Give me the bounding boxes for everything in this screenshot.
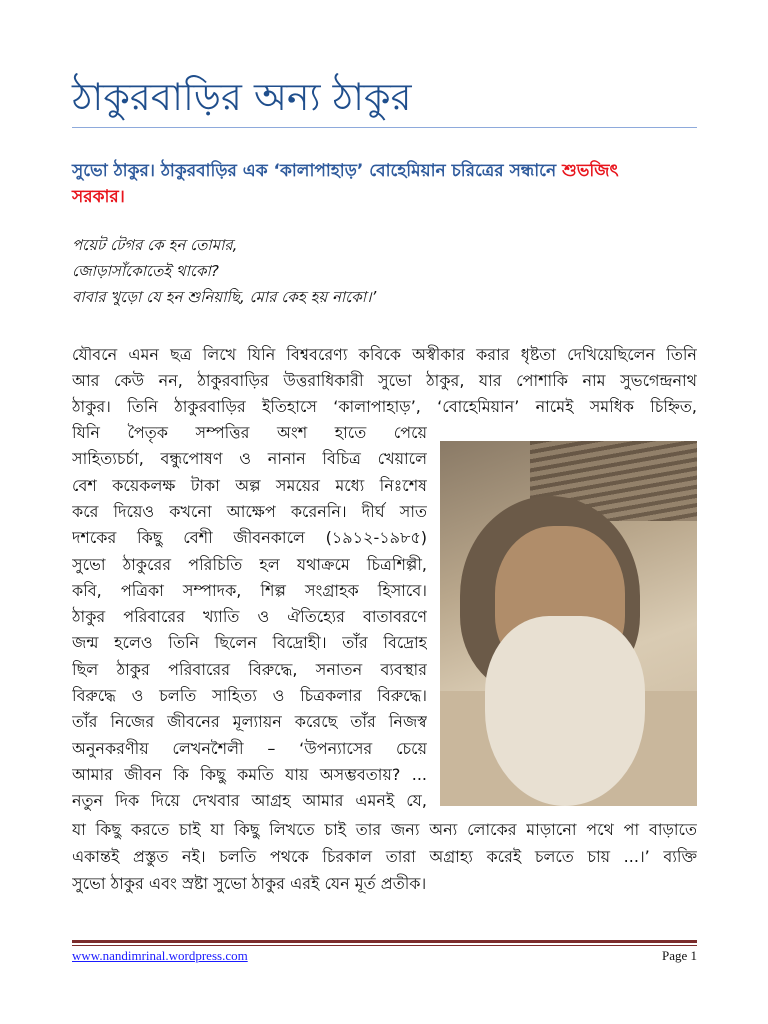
- body-line: সুভো ঠাকুর এবং স্রষ্টা সুভো ঠাকুর এরই যেন মূর্ত প্রতীক।: [72, 874, 427, 893]
- poem-line: পয়েট টেগর কে হন তোমার,: [72, 236, 238, 254]
- subtitle-line-2: [72, 184, 697, 212]
- column-body-line: অনুনকরণীয় লেখনশৈলী – ‘উপন্যাসের চেয়ে: [72, 738, 427, 758]
- column-body-line: ঠাকুর পরিবারের খ্যাতি ও ঐতিহ্যের বাতাবরণে: [72, 607, 427, 627]
- page-number: Page 1: [661, 948, 697, 963]
- footer-website-link[interactable]: www.nandimrinal.wordpress.com: [72, 948, 248, 963]
- column-body-line: সুভো ঠাকুরের পরিচিতি হল যথাক্রমে চিত্রশিল্পী,: [72, 554, 427, 574]
- subtitle-text: সুভো ঠাকুর। ঠাকুরবাড়ির এক ‘কালাপাহাড়’ বোহেমিয়ান চরিত্রের সন্ধানে: [72, 161, 563, 181]
- column-body-line: সাহিত্যচর্চা, বন্ধুপোষণ ও নানান বিচিত্র খেয়ালে: [72, 449, 427, 469]
- photo-beard: [485, 616, 645, 806]
- footer-divider: [72, 940, 697, 943]
- column-body-line: ছিল ঠাকুর পরিবারের বিরুদ্ধে, সনাতন ব্যবস্থার: [72, 659, 427, 679]
- body-line: যৌবনে এমন ছত্র লিখে যিনি বিশ্ববরেণ্য কবিকে অস্বীকার করার ধৃষ্টতা দেখিয়েছিলেন তিনি: [72, 345, 697, 364]
- body-line: আর কেউ নন, ঠাকুরবাড়ির উত্তরাধিকারী সুভো ঠাকুর, যার পোশাকি নাম সুভগেন্দ্রনাথ: [72, 371, 697, 390]
- author-name: শুভজিৎ: [562, 161, 619, 181]
- title-divider: [72, 127, 697, 128]
- column-body-line: তাঁর নিজের জীবনের মূল্যায়ন করেছে তাঁর নিজস্ব: [72, 712, 427, 732]
- body-line: যা কিছু করতে চাই যা কিছু লিখতে চাই তার জন্য অন্য লোকের মাড়ানো পথে পা বাড়াতে: [72, 820, 697, 839]
- author-surname: সরকার।: [72, 187, 125, 207]
- column-body-line: করে দিয়েও কখনো আক্ষেপ করেননি। দীর্ঘ সাত: [72, 501, 427, 521]
- footer-divider-thin: [72, 945, 697, 946]
- column-body-line: আমার জীবন কি কিছু কমতি যায় অসম্ভবতায়? ...: [72, 764, 427, 784]
- page-title: ঠাকুরবাড়ির অন্য ঠাকুর: [72, 75, 412, 119]
- body-line: ঠাকুর। তিনি ঠাকুরবাড়ির ইতিহাসে ‘কালাপাহাড়’, ‘বোহেমিয়ান’ নামেই সমধিক চিহ্নিত,: [72, 397, 697, 416]
- column-body-line: বিরুদ্ধে ও চলতি সাহিত্য ও চিত্রকলার বিরুদ্ধে।: [72, 686, 427, 705]
- poem-line: বাবার খুড়ো যে হন শুনিয়াছি, মোর কেহ হয় নাকো।’: [72, 288, 377, 306]
- portrait-photo: [440, 441, 697, 806]
- body-line: একান্তই প্রস্তুত নই। চলতি পথকে চিরকাল তারা অগ্রাহ্য করেই চলতে চায় ...।’ ব্যক্তি: [72, 847, 697, 866]
- column-body-line: নতুন দিক দিয়ে দেখবার আগ্রহ আমার এমনই যে,: [72, 791, 427, 811]
- subtitle-line-1: [72, 158, 697, 186]
- column-body-line: কবি, পত্রিকা সম্পাদক, শিল্প সংগ্রাহক হিসাবে।: [72, 580, 427, 600]
- column-body-line: জন্ম হলেও তিনি ছিলেন বিদ্রোহী। তাঁর বিদ্রোহ: [72, 633, 427, 653]
- column-body-line: বেশ কয়েকলক্ষ টাকা অল্প সময়ের মধ্যে নিঃশেষ: [72, 475, 427, 495]
- column-body-line: দশকের কিছু বেশী জীবনকালে (১৯১২-১৯৮৫): [72, 528, 427, 548]
- column-body-line: যিনি পৈতৃক সম্পত্তির অংশ হাতে পেয়ে: [72, 423, 427, 442]
- poem-line: জোড়াসাঁকোতেই থাকো?: [72, 262, 219, 280]
